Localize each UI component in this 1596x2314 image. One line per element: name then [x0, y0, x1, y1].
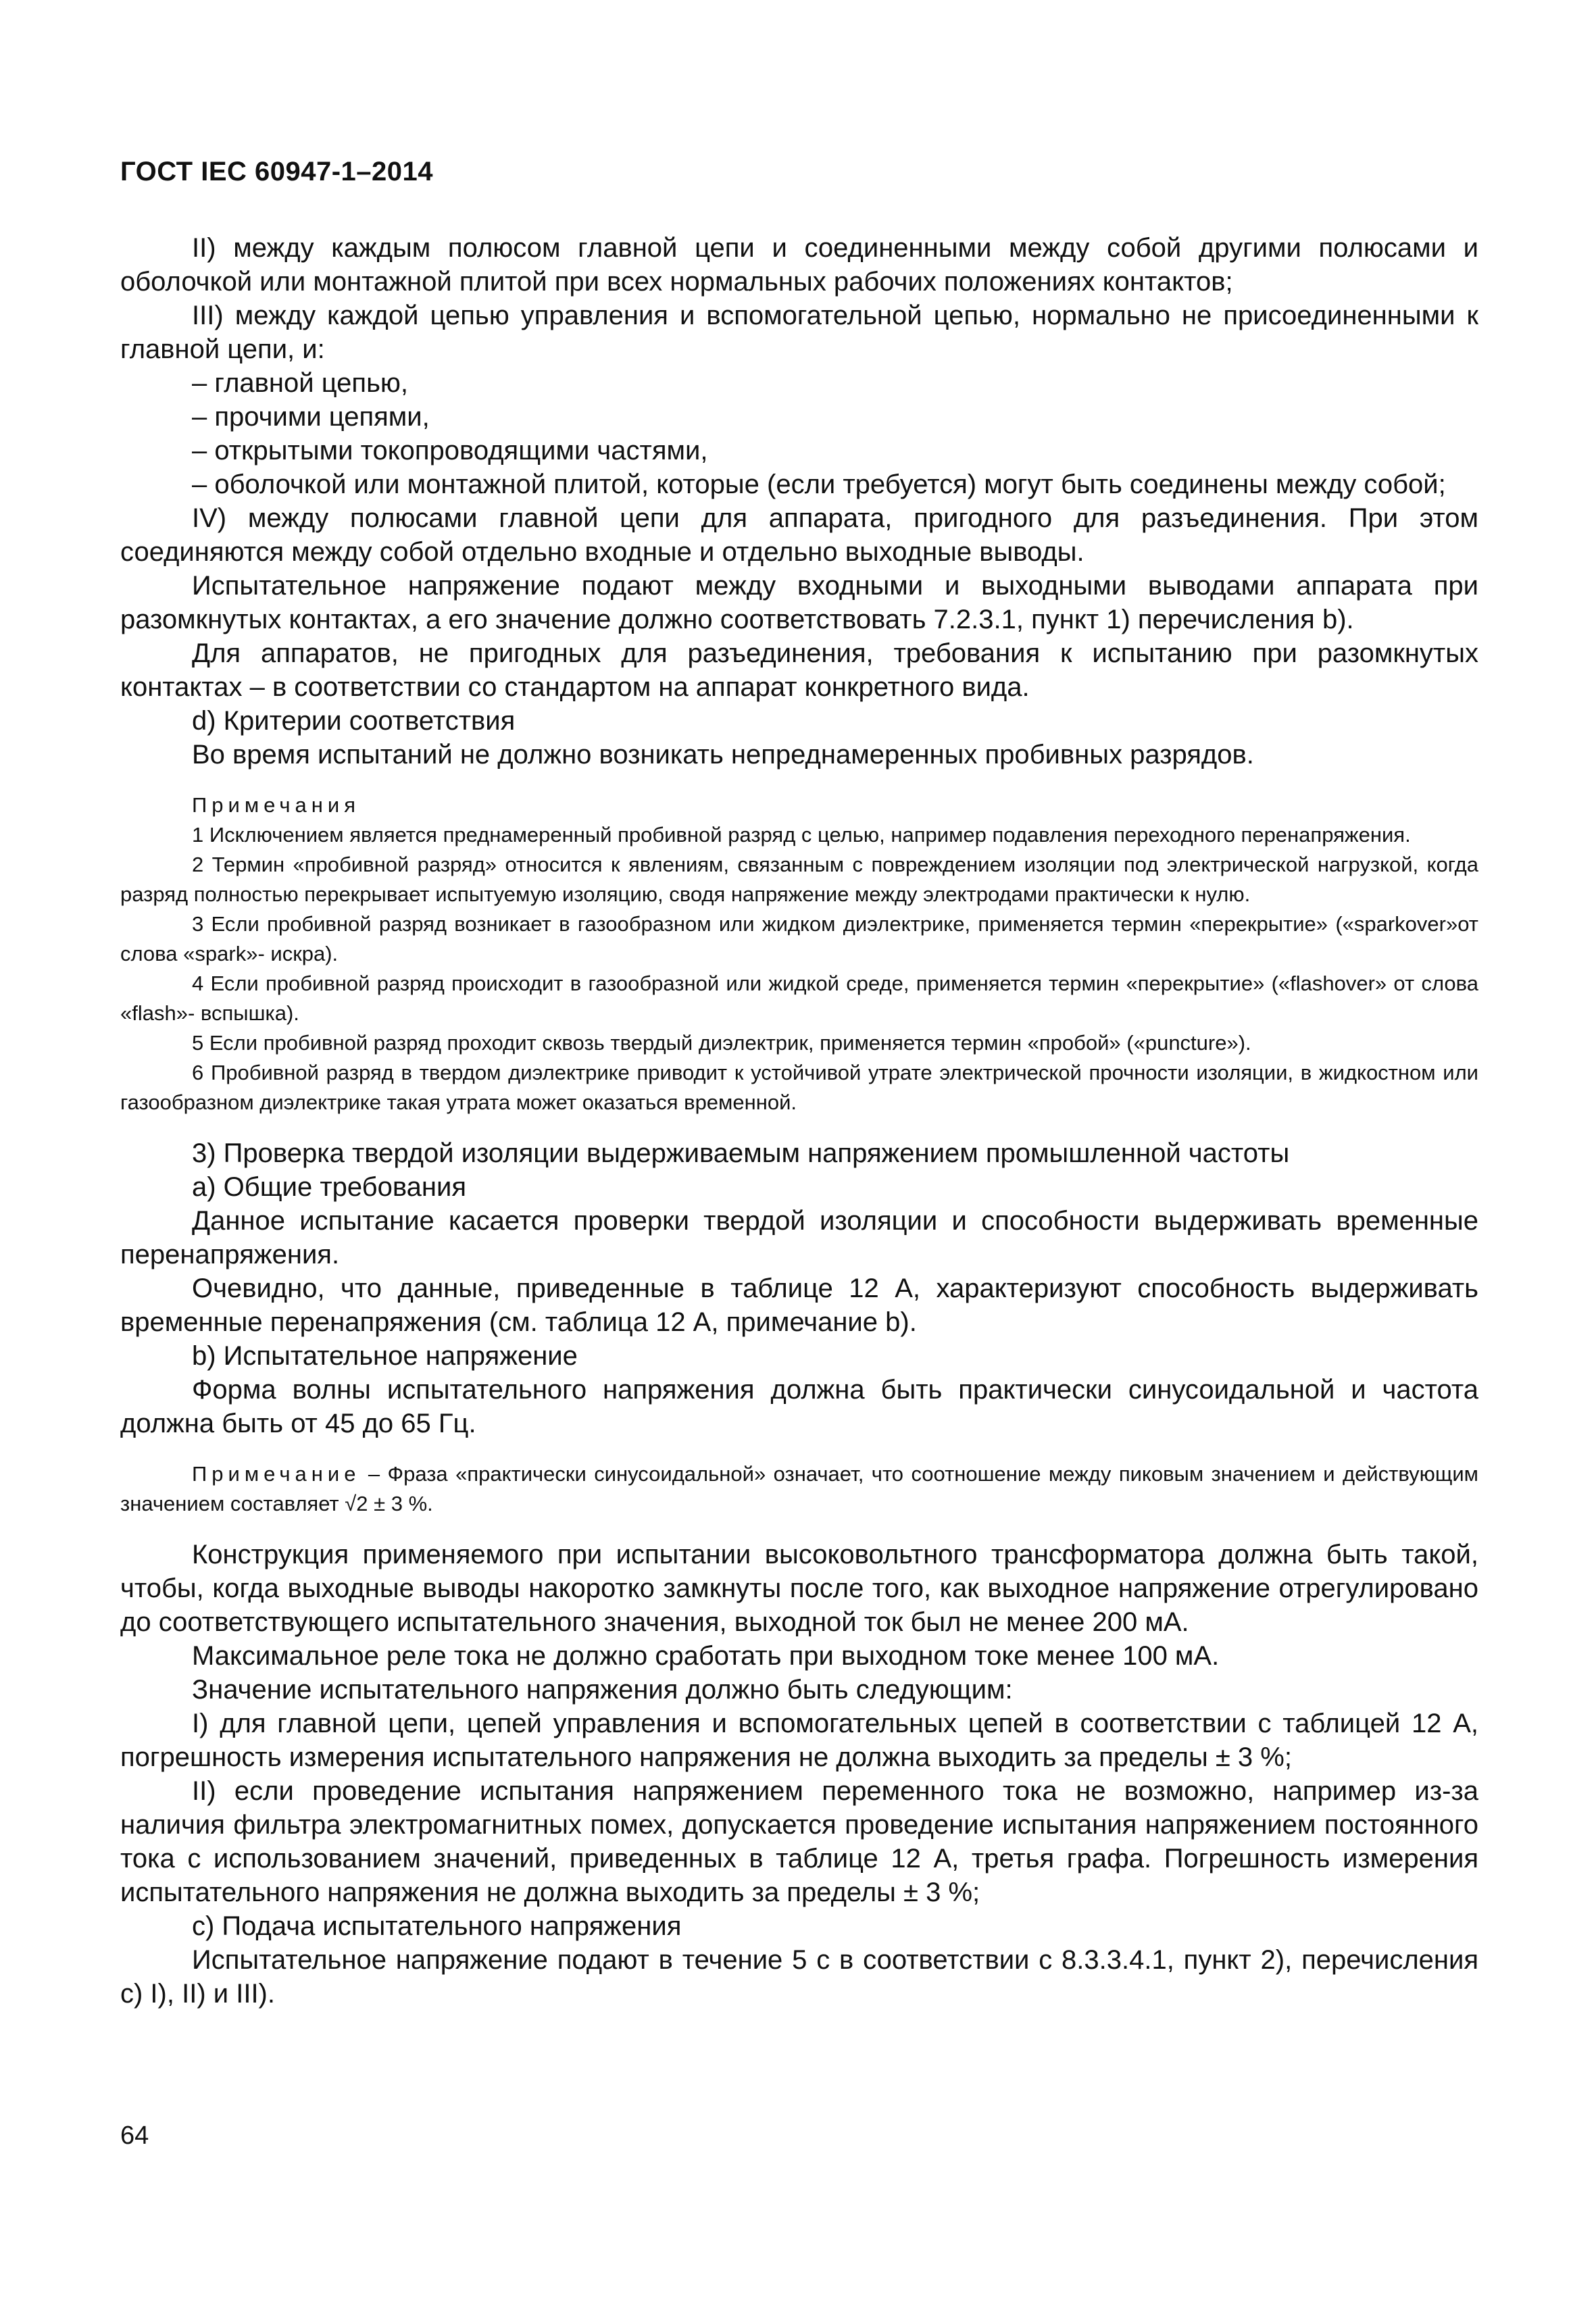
subsection-heading: b) Испытательное напряжение: [192, 1341, 578, 1371]
note-text: – Фраза «практически синусоидальной» означает, что соотношение между пиковым значением и действующим значением составляет √2 ± 3 %.: [120, 1462, 1478, 1515]
list-item: I) для главной цепи, цепей управления и вспомогательных цепей в соответствии с таблицей 12 A, погрешность измерения испытательного напряжения не должна выходить за пределы ± 3 %;: [120, 1709, 1478, 1772]
paragraph: Испытательное напряжение подают между входными и выходными выводами аппарата при разомкнутых контактах, а его значение должно соответствовать 7.2.3.1, пункт 1) перечисления b).: [120, 571, 1478, 634]
note-paragraph: [120, 1459, 1478, 1519]
note-item: 5 Если пробивной разряд проходит сквозь твердый диэлектрик, применяется термин «пробой» («puncture»).: [192, 1031, 1251, 1055]
page-content: [120, 231, 1478, 2011]
list-item: – прочими цепями,: [192, 402, 430, 432]
note-item: 4 Если пробивной разряд происходит в газообразной или жидкой среде, применяется термин «перекрытие» («flashover» от слова «flash»- вспышка).: [120, 972, 1478, 1025]
standard-header: ГОСТ IEC 60947-1–2014: [120, 157, 434, 186]
subsection-heading: d) Критерии соответствия: [192, 706, 516, 736]
text-section-1: [120, 231, 1478, 772]
note-item: 6 Пробивной разряд в твердом диэлектрике приводит к устойчивой утрате электрической прочности изоляции, в жидкостном или газообразном диэлектрике такая утрата может оказаться временной.: [120, 1061, 1478, 1114]
note-item: 3 Если пробивной разряд возникает в газообразном или жидком диэлектрике, применяется термин «перекрытие» («sparkover»от слова «spark»- искра).: [120, 912, 1478, 965]
list-item: II) если проведение испытания напряжением переменного тока не возможно, например из-за наличия фильтра электромагнитных помех, допускается проведение испытания напряжением постоянного тока с использованием значений, приведенных в таблице 12 A, третья графа. Погрешность измерения испытательного напряжения не должна выходить за пределы ± 3 %;: [120, 1776, 1478, 1907]
paragraph: II) между каждым полюсом главной цепи и соединенными между собой другими полюсами и оболочкой или монтажной плитой при всех нормальных рабочих положениях контактов;: [120, 233, 1478, 297]
paragraph: Данное испытание касается проверки твердой изоляции и способности выдерживать временные перенапряжения.: [120, 1206, 1478, 1269]
paragraph: Испытательное напряжение подают в течение 5 с в соответствии с 8.3.3.4.1, пункт 2), перечисления c) I), II) и III).: [120, 1945, 1478, 2009]
notes-block: [120, 790, 1478, 1117]
paragraph: Во время испытаний не должно возникать непреднамеренных пробивных разрядов.: [192, 740, 1254, 770]
single-note: [120, 1459, 1478, 1519]
subsection-heading: c) Подача испытательного напряжения: [192, 1911, 682, 1941]
note-item: 1 Исключением является преднамеренный пробивной разряд с целью, например подавления переходного перенапряжения.: [192, 823, 1411, 847]
note-item: 2 Термин «пробивной разряд» относится к явлениям, связанным с повреждением изоляции под электрической нагрузкой, когда разряд полностью перекрывает испытуемую изоляцию, сводя напряжение между электродами практически к нулю.: [120, 853, 1478, 906]
text-section-3: [120, 1538, 1478, 2011]
list-item: – оболочкой или монтажной плитой, которые (если требуется) могут быть соединены между собой;: [192, 470, 1446, 499]
page-number: 64: [120, 2121, 149, 2150]
list-item: – открытыми токопроводящими частями,: [192, 436, 708, 466]
paragraph: Форма волны испытательного напряжения должна быть практически синусоидальной и частота должна быть от 45 до 65 Гц.: [120, 1375, 1478, 1438]
paragraph: Значение испытательного напряжения должно быть следующим:: [192, 1675, 1013, 1705]
subsection-heading: a) Общие требования: [192, 1172, 466, 1202]
paragraph: Для аппаратов, не пригодных для разъединения, требования к испытанию при разомкнутых контактах – в соответствии со стандартом на аппарат конкретного вида.: [120, 638, 1478, 702]
list-item: – главной цепью,: [192, 368, 409, 398]
paragraph: III) между каждой цепью управления и вспомогательной цепью, нормально не присоединенными к главной цепи, и:: [120, 301, 1478, 364]
paragraph: Конструкция применяемого при испытании высоковольтного трансформатора должна быть такой, чтобы, когда выходные выводы накоротко замкнуты после того, как выходное напряжение отрегулировано до соответствующего испытательного значения, выходной ток был не менее 200 мА.: [120, 1540, 1478, 1637]
text-section-2: [120, 1136, 1478, 1440]
notes-title: Примечания: [192, 793, 360, 817]
paragraph: Очевидно, что данные, приведенные в таблице 12 A, характеризуют способность выдерживать временные перенапряжения (см. таблица 12 A, примечание b).: [120, 1274, 1478, 1337]
paragraph: IV) между полюсами главной цепи для аппарата, пригодного для разъединения. При этом соединяются между собой отдельно входные и отдельно выходные выводы.: [120, 503, 1478, 567]
note-title: Примечание: [192, 1462, 361, 1486]
section-heading: 3) Проверка твердой изоляции выдерживаемым напряжением промышленной частоты: [192, 1138, 1290, 1168]
paragraph: Максимальное реле тока не должно сработать при выходном токе менее 100 мА.: [192, 1641, 1220, 1671]
